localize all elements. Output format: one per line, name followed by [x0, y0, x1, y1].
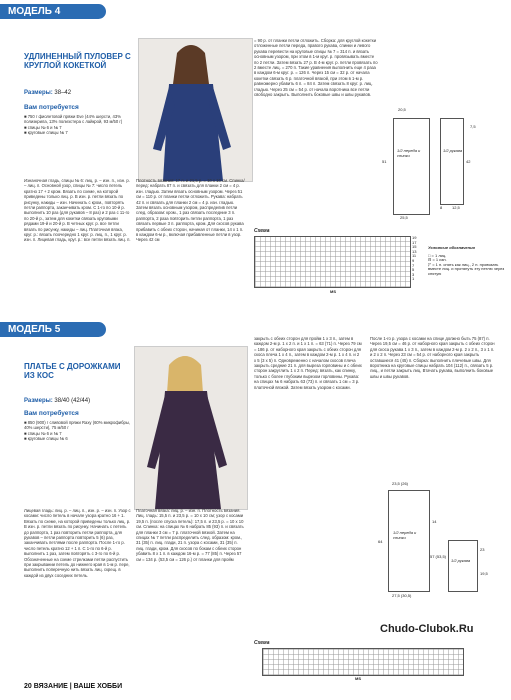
model4-sizes [24, 90, 134, 96]
model5-label: МОДЕЛЬ 5 [0, 322, 106, 337]
model5-dim-5: 19,5 [480, 571, 488, 576]
model5-schema-label: Схема [254, 640, 270, 646]
row-number: 5 [412, 267, 415, 273]
model5-ms-label: MS [355, 676, 361, 681]
model4-symbols-heading: Условные обозначения [428, 245, 475, 250]
model4-ms-label: MS [330, 289, 336, 294]
model5-sizes-value: 38/40 (42/44) [54, 398, 91, 404]
model4-dim-3: 25,5 [400, 215, 408, 220]
page-footer: 20 ВЯЗАНИЕ | ВАШЕ ХОББИ [24, 683, 123, 690]
model4-sym3 [428, 263, 508, 277]
model5-col2-text: Платочная вязка: лиц. р. – изн. п. Плотность вязания. Лиц. гладь: 15,5 п. и 23,5 р. = 10 х 10 см; узор с косами 19,5 п. (после спуска петель): 17,5 п. и 23,5 р. = 10 х 10 см. Спинка: на спицах № 6 набрать 85 (93) п. и связать для планки 3 см = 7 р. платочной вязкой. Затем на спицах № 7 петли распределить след. образом: кром., 31 (35) п. лиц. глади, 21 п. узора с косами, 31 (35) п. лиц. глади, кром. Для скосов по бокам с обеих сторон убавить 8 х 1 п. в каждом 16-м р. = 77 (85) п. Через 57 см = 134 р. (53,5 см = 126 р.) от планки для пройм [136, 508, 244, 562]
model4-pattern-front-label: 1/2 переда и спинки [397, 148, 421, 158]
decrease-icon: ◸ [428, 261, 432, 267]
row-number: 9 [412, 257, 415, 263]
row-number: 7 [412, 262, 415, 268]
model4-dim-1: 7,5 [470, 124, 476, 129]
model5-dim-6: 27,5 (30,5) [392, 593, 412, 598]
model4-title: УДЛИНЕННЫЙ ПУЛОВЕР С КРУГЛОЙ КОКЕТКОЙ [24, 52, 131, 70]
model4-photo [138, 38, 253, 182]
model4-row-numbers [412, 236, 422, 282]
model5-knit-chart [262, 648, 464, 676]
sym3-text: = 1 п. снять как лиц., 2 п. провязать вместе лиц. и протянуть эту петлю через снятую [428, 261, 505, 276]
model5-dim-3: 64 [378, 539, 383, 544]
model5-materials: ■ 850 (900) г сливовой пряжи Raxy (60% микрофибры, 40% шерсти), 75 м/50 г ■ спицы № 6 и № 7 ■ круговые спицы № 6 [24, 420, 131, 442]
model4-symbols [428, 246, 508, 277]
model4-pattern-sleeve [440, 118, 464, 205]
model4-dim-4: 42 [466, 159, 471, 164]
row-number: 13 [412, 248, 417, 254]
watermark: Chudo-Clubok.Ru [380, 623, 474, 635]
model5-photo-illustration [135, 347, 247, 509]
model5-dim-2: 57 (53,5) [430, 554, 447, 559]
row-number: 1 [412, 276, 415, 282]
dash-box-icon: ⊟ [428, 257, 432, 263]
model5-materials-heading: Вам потребуется [24, 410, 79, 417]
model5-dim-0: 23,5 (26) [392, 481, 409, 486]
row-number: 3 [412, 271, 415, 277]
model5-title: ПЛАТЬЕ С ДОРОЖКАМИ ИЗ КОС [24, 362, 121, 380]
model4-knit-chart [254, 236, 411, 288]
model5-pattern-front [388, 490, 430, 592]
model5-pattern-sleeve [448, 540, 478, 592]
model4-dim-6: 12,5 [452, 205, 460, 210]
model5-sizes [24, 398, 134, 404]
sym1-text: = 1 лиц. [431, 252, 447, 258]
model4-dim-2: 51 [382, 159, 387, 164]
model4-col2-text: Плотность вязания: 17 п. и 21,5 р. = 10 х 10 см. Спинка/перед: набрать 87 п. и связать для планки 2 см = 4 р. изн. гладью. Затем вязать основным узором. Через 51 см = 110 р. от планки петли отложить. Рукава: набрать 42 п. и связать для планки 2 см = 4 р. изн. гладью. Затем вязать основным узором, распределив петли след. образом: кром., 1 раз связать последние 3 п. раппорта, 2 раза повторить петли раппорта, 1 раз связать первые 3 п. раппорта, кром. Для скосов рукава прибавить с обеих сторон, начиная от планки, 14 х 1 п. в каждом 6-м р., включая прибавленные петли в узор. Через 42 см [136, 178, 245, 243]
model4-pattern-front [393, 118, 430, 215]
row-number: 19 [412, 235, 417, 240]
model4-schema-label: Схема [254, 228, 270, 234]
model5-photo [134, 346, 248, 510]
model4-dim-5: 8 [440, 205, 443, 210]
model5-pattern-front-label: 1/2 переда и спинки [393, 530, 417, 540]
model4-materials-heading: Вам потребуется [24, 104, 79, 111]
model5-dim-1: 14 [432, 519, 437, 524]
model5-dim-4: 23 [480, 547, 485, 552]
model4-label: МОДЕЛЬ 4 [0, 4, 106, 19]
row-number: 15 [412, 244, 417, 250]
row-number: 11 [412, 253, 417, 259]
model4-materials: ■ 750 г фиолетовой пряжи Eve (44% шерсти, 43% полиэкрила, 13% полиэстера с лайкрой, 93 м/50 г) ■ спицы № 6 и № 7 ■ круговые спицы № 7 [24, 114, 123, 136]
model5-pattern-sleeve-label: 1/2 рукава [451, 558, 471, 563]
model5-sizes-label: Размеры: [24, 398, 53, 404]
model4-col1-text: Изнаночная гладь, спицы № 6: лиц. р. – изн. п., изн. р. – лиц. п. Основной узор, спицы № 7: число петель кратно 17 + 2 кром. Вязать по схеме, на которой приведены только лиц. р. В изн. р. петли вязать по рисунку, накиды – изн. Начинать с кром., повторять петли раппорта, заканчивать кром. С 1-го по 10-й р. выполнить 10 раз (для рукавов – 8 раз) и 2 раз с 11-го по 20-й р., затем для кокетки связать круговыми рядами 19-й и 20-й р. В четных круг. р. все петли вязать по рисунку, накиды – лиц. Платочная вязка, круг. р.: вязать поочередно 1 круг. р. лиц. п., 1 круг. р. изн. п. Лицевая гладь, круг. р.: все петли вязать лиц. п. [24, 178, 131, 243]
model5-col3-text: закрыть с обеих сторон для пройм 1 х 3 п., затем в каждом 2-м р. 1 х 2 п. и 1 х 1 п. = 63 (71) п. Через 79 см = 186 р. от наборного края закрыть с обеих сторон для скоса плеча 1 х 4 п., затем в каждом 2-м р. 1 х 4 п. и 2 х 5 (3 х 5) п. Одновременно с началом скосов плеча закрыть средние 21 п. для выреза горловины и с обеих сторон закруглить 1 х 2 п. Перед: вязать, как спинку, только с более глубоким вырезом горловины. Рукава: на спицах № 6 набрать 63 (73) п. и связать 1 см = 3 р. платочной вязкой. Затем вязать узором с косами. [254, 336, 362, 390]
model4-photo-illustration [139, 39, 252, 181]
model4-sizes-value: 38–42 [54, 90, 72, 96]
model4-pattern-sleeve-label: 1/2 рукава [443, 148, 463, 153]
model4-sizes-label: Размеры: [24, 90, 53, 96]
row-number: 17 [412, 239, 417, 245]
box-icon: □ [428, 252, 431, 258]
sym2-text: = 1 изн. [432, 257, 447, 263]
model5-col4-text: После 1-го р. узора с косами на спице должно быть 75 (87) п. Через 19,5 см = 46 р. от наборного края закрыть с обеих сторон для скоса рукава 1 х 3 п., затем в каждом 2-м р. 2 х 2 п., 3 х 1 п. и 2 х 2 п. Через 23 см = 54 р. от наборного края закрыть оставшиеся 41 (45) п. Сборка: выполнить плечевые швы. Для воротника на круговые спицы набрать 104 (112) п., связать 5 р. лиц., и петли закрыть лиц. Втачать рукава, выполнить боковые швы и швы рукавов. [370, 336, 495, 379]
model4-dim-0: 20,5 [398, 107, 406, 112]
model4-col3-text: = 90 р. от планки петли отложить. Сборка: для круглой кокетки отложенные петли переда, правого рукава, спинки и левого рукава перевести на круговые спицы № 7 = 314 п. и вязать основным узором, при этом в 1-м круг. р. провязывать вместе по 2 петли. Затем вязать 27 р. В 4-м круг. р. петли провязать по 2 вместе лиц. = 270 п. Такие уравнения выполнить еще 4 раза в каждом 6-м круг. р. = 126 п. Через 15 см = 32 р. от начала кокетки связать 6 р. платочной вязкой, при этом в 1-м р. равномерно убавить 6 п. = 84 п. Затем связать 8 круг. р. лиц. гладью. Через 25 см = 54 р. от начала воротника все петли свободно закрыть. Выполнить боковые швы и швы рукавов. [254, 38, 378, 98]
model5-col1-text: Лицевая гладь: лиц. р. – лиц. п., изн. р. – изн. п. Узор с косами: число петель в начале узора кратно 16 + 1. Вязать по схеме, на которой приведены только лиц. р. В изн. р. петли вязать по рисунку. Начинать с петель до раппорта, 1 раз повторить петли раппорта, для рукавов – петли раппорта повторить 5 (6) раз, заканчивать петлями после раппорта. После 1-го р. число петель кратно 12 + 1 п. С 1-го по 6-й р. выполнить 1 раз, затем повторять с 3-го по 6-й р. Обозначенные на схеме стрелками петли распустить при закрывании петель до нижнего края в 1-м р. пере, выполнить поперечную нить вязать лиц. скрещ. в каждой из двух соседних петель. [24, 508, 131, 578]
